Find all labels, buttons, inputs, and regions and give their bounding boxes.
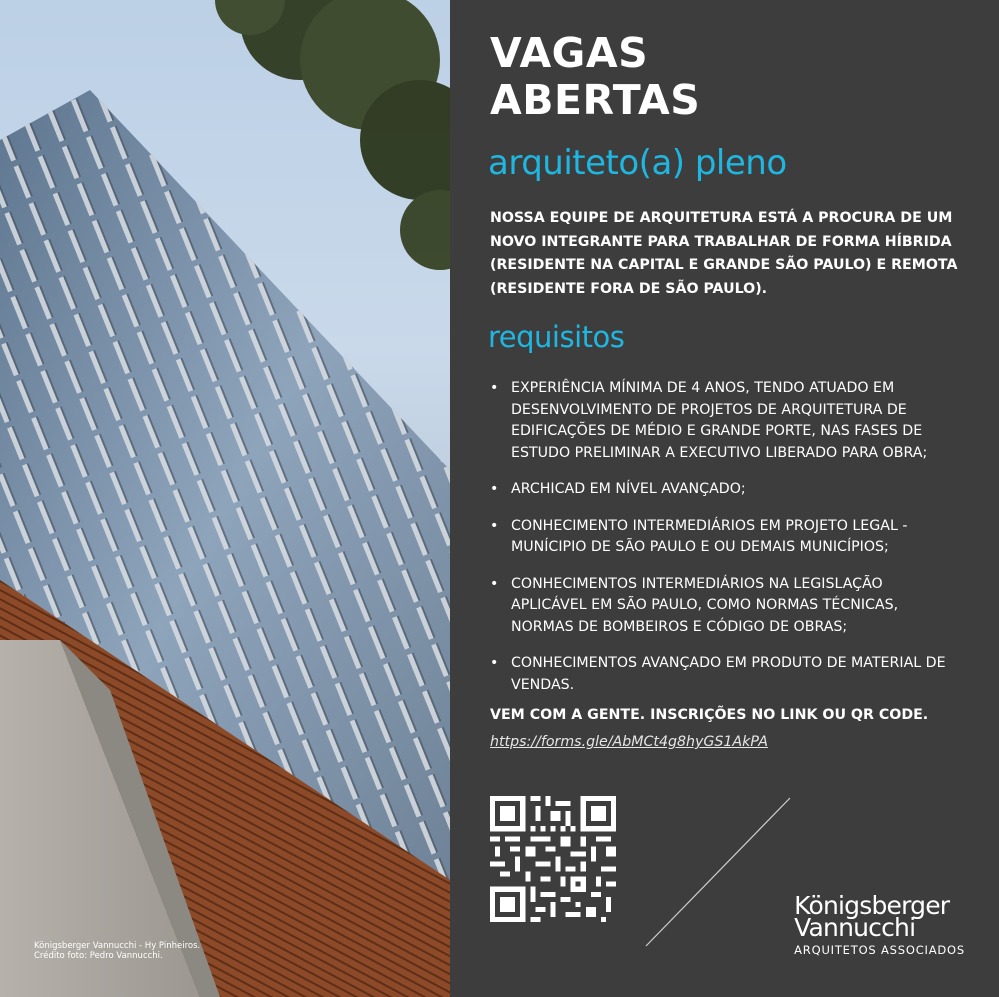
building-illustration [0, 0, 450, 997]
photo-credit-line1: Königsberger Vannucchi - Hy Pinheiros. [34, 941, 201, 951]
tree-foliage [215, 0, 450, 270]
requirement-item: • CONHECIMENTOS INTERMEDIÁRIOS NA LEGISLAÇÃO APLICÁVEL EM SÃO PAULO, COMO NORMAS TÉCNICAS, NORMAS DE BOMBEIROS E CÓDIGO DE OBRAS; [490, 575, 899, 635]
job-role: arquiteto(a) pleno [488, 143, 787, 183]
logo-line1: Königsberger [794, 891, 950, 920]
headline-line1: VAGAS [490, 29, 649, 77]
bullet-icon: • [490, 481, 499, 497]
logo-line3: ARQUITETOS ASSOCIADOS [794, 943, 965, 957]
bullet-icon: • [490, 517, 499, 534]
application-link[interactable]: https://forms.gle/AbMCt4g8hyGS1AkPA [490, 734, 768, 750]
requirement-item: • CONHECIMENTOS AVANÇADO EM PRODUTO DE MATERIAL DE VENDAS. [490, 655, 946, 693]
requirement-item: • CONHECIMENTO INTERMEDIÁRIOS EM PROJETO LEGAL - MUNÍCIPIO DE SÃO PAULO E OU DEMAIS MUNICÍPIOS; [490, 517, 908, 555]
photo-credit-line2: Crédito foto: Pedro Vannucchi. [34, 951, 163, 961]
qr-code-icon[interactable] [490, 796, 616, 922]
intro-text: NOSSA EQUIPE DE ARQUITETURA ESTÁ A PROCURA DE UM NOVO INTEGRANTE PARA TRABALHAR DE FORMA HÍBRIDA (RESIDENTE NA CAPITAL E GRANDE SÃO PAULO) E REMOTA (RESIDENTE FORA DE SÃO PAULO). [490, 210, 958, 297]
logo-line2: Vannucchi [794, 913, 916, 942]
requirements-list [490, 378, 960, 711]
bullet-icon: • [490, 380, 499, 396]
content-panel [450, 0, 999, 997]
call-to-action: VEM COM A GENTE. INSCRIÇÕES NO LINK OU QR CODE. [490, 707, 929, 723]
bullet-icon: • [490, 655, 499, 671]
photo-credit [34, 941, 294, 961]
company-logo [794, 893, 965, 957]
headline-line2: ABERTAS [490, 76, 701, 124]
requirement-item: • EXPERIÊNCIA MÍNIMA DE 4 ANOS, TENDO ATUADO EM DESENVOLVIMENTO DE PROJETOS DE ARQUITETURA DE EDIFICAÇÕES DE MÉDIO E GRANDE PORTE, NAS FASES DE ESTUDO PRELIMINAR A EXECUTIVO LIBERADO PARA OBRA; [490, 380, 928, 461]
bullet-icon: • [490, 575, 499, 592]
headline [490, 30, 700, 124]
requirements-title: requisitos [488, 320, 625, 354]
building-photo [0, 0, 450, 997]
requirement-item: • ARCHICAD EM NÍVEL AVANÇADO; [490, 479, 960, 501]
